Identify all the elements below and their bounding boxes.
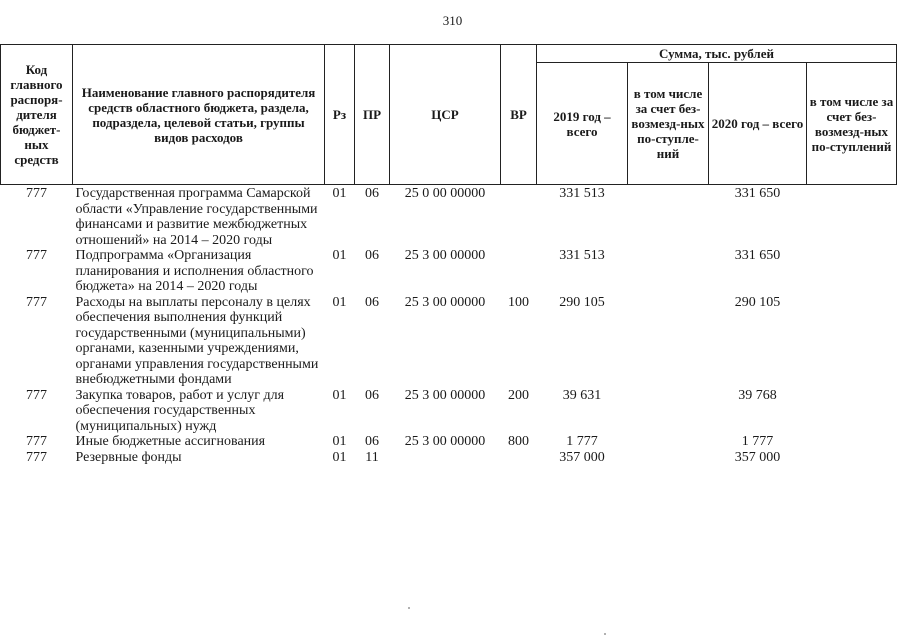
header-name: Наименование главного распорядителя средств областного бюджета, раздела, подраздела, целевой статьи, группы видов расходов — [73, 45, 325, 185]
header-2020-total: 2020 год – всего — [709, 63, 807, 185]
header-2019-free: в том числе за счет без-возмезд-ных по-ступле-ний — [628, 63, 709, 185]
row-pr: 11 — [365, 449, 379, 465]
row-2020-total: 1 777 — [741, 434, 774, 449]
row-2019-total: 331 513 — [559, 186, 605, 201]
row-csr: 25 3 00 00000 — [404, 294, 486, 310]
row-name: Подпрограмма «Организация планирования и исполнения областного бюджета» на 2014 – 2020 годы — [75, 248, 314, 294]
row-2019-free — [628, 295, 709, 388]
row-2019-free — [628, 434, 709, 450]
table-row — [1, 388, 897, 435]
row-vr — [501, 248, 537, 295]
row-2020-total: 290 105 — [734, 294, 781, 310]
row-pr: 06 — [365, 434, 379, 449]
row-name: Резервные фонды — [75, 449, 182, 465]
row-vr: 200 — [508, 387, 529, 403]
row-code: 777 — [26, 434, 47, 449]
row-2019-total: 1 777 — [566, 434, 598, 449]
row-pr: 06 — [365, 294, 379, 310]
header-pr: ПР — [355, 45, 390, 185]
row-2020-free — [807, 434, 897, 450]
row-2020-total: 331 650 — [734, 248, 781, 263]
row-csr — [390, 450, 501, 466]
row-name: Иные бюджетные ассигнования — [75, 434, 266, 449]
table-row — [1, 450, 897, 466]
row-csr: 25 0 00 00000 — [404, 186, 486, 201]
row-2019-total: 357 000 — [559, 449, 605, 465]
row-rz: 01 — [332, 387, 347, 403]
row-2020-total: 331 650 — [734, 186, 781, 201]
header-sum-group: Сумма, тыс. рублей — [537, 45, 897, 63]
table-header — [1, 45, 897, 185]
row-pr: 06 — [365, 248, 379, 263]
header-vr: ВР — [501, 45, 537, 185]
row-vr: 800 — [508, 434, 529, 449]
row-csr: 25 3 00 00000 — [404, 434, 486, 449]
row-2019-total: 331 513 — [559, 248, 605, 263]
row-2020-total: 357 000 — [734, 449, 781, 465]
row-vr — [501, 450, 537, 466]
row-rz: 01 — [332, 434, 347, 449]
scan-speck — [408, 607, 410, 609]
row-code: 777 — [26, 449, 47, 465]
header-2020-free: в том числе за счет без-возмезд-ных по-ступлений — [807, 63, 897, 185]
row-2019-free — [628, 248, 709, 295]
budget-table — [0, 44, 897, 465]
row-vr: 100 — [508, 294, 529, 310]
header-2019-total: 2019 год – всего — [537, 63, 628, 185]
row-2020-total: 39 768 — [738, 387, 777, 403]
row-code: 777 — [26, 387, 47, 403]
row-pr: 06 — [365, 387, 379, 403]
row-vr — [501, 185, 537, 249]
page-number: 310 — [442, 13, 463, 28]
row-2019-total: 290 105 — [559, 294, 605, 310]
row-code: 777 — [26, 186, 47, 201]
row-code: 777 — [26, 248, 47, 263]
row-rz: 01 — [332, 449, 347, 465]
row-2020-free — [807, 185, 897, 249]
row-rz: 01 — [332, 248, 347, 263]
row-csr: 25 3 00 00000 — [404, 387, 486, 403]
row-rz: 01 — [332, 186, 347, 201]
row-2019-free — [628, 185, 709, 249]
header-csr: ЦСР — [390, 45, 501, 185]
row-code: 777 — [26, 294, 47, 310]
table-row — [1, 295, 897, 388]
scan-speck — [604, 633, 606, 635]
row-name: Государственная программа Самарской области «Управление государственными финансами и развитие межбюджетных отношений» на 2014 – 2020 годы — [75, 186, 318, 248]
row-csr: 25 3 00 00000 — [404, 248, 486, 263]
table-body — [1, 185, 897, 466]
row-2020-free — [807, 248, 897, 295]
table-row — [1, 248, 897, 295]
row-2019-total: 39 631 — [562, 387, 602, 403]
header-rz: Рз — [325, 45, 355, 185]
row-2020-free — [807, 388, 897, 435]
row-2020-free — [807, 295, 897, 388]
table-row — [1, 434, 897, 450]
row-rz: 01 — [332, 294, 347, 310]
row-2019-free — [628, 450, 709, 466]
row-2019-free — [628, 388, 709, 435]
header-code: Код главного распоря-дителя бюджет-ных средств — [1, 45, 73, 185]
table-row — [1, 185, 897, 249]
row-name: Расходы на выплаты персоналу в целях обеспечения выполнения функций государственными (муниципальными) органами, казенными учреждениями, органами управления государственными внебюджетными фондами — [75, 294, 319, 387]
row-pr: 06 — [365, 186, 379, 201]
row-2020-free — [807, 450, 897, 466]
row-name: Закупка товаров, работ и услуг для обеспечения государственных (муниципальных) нужд — [75, 387, 285, 434]
